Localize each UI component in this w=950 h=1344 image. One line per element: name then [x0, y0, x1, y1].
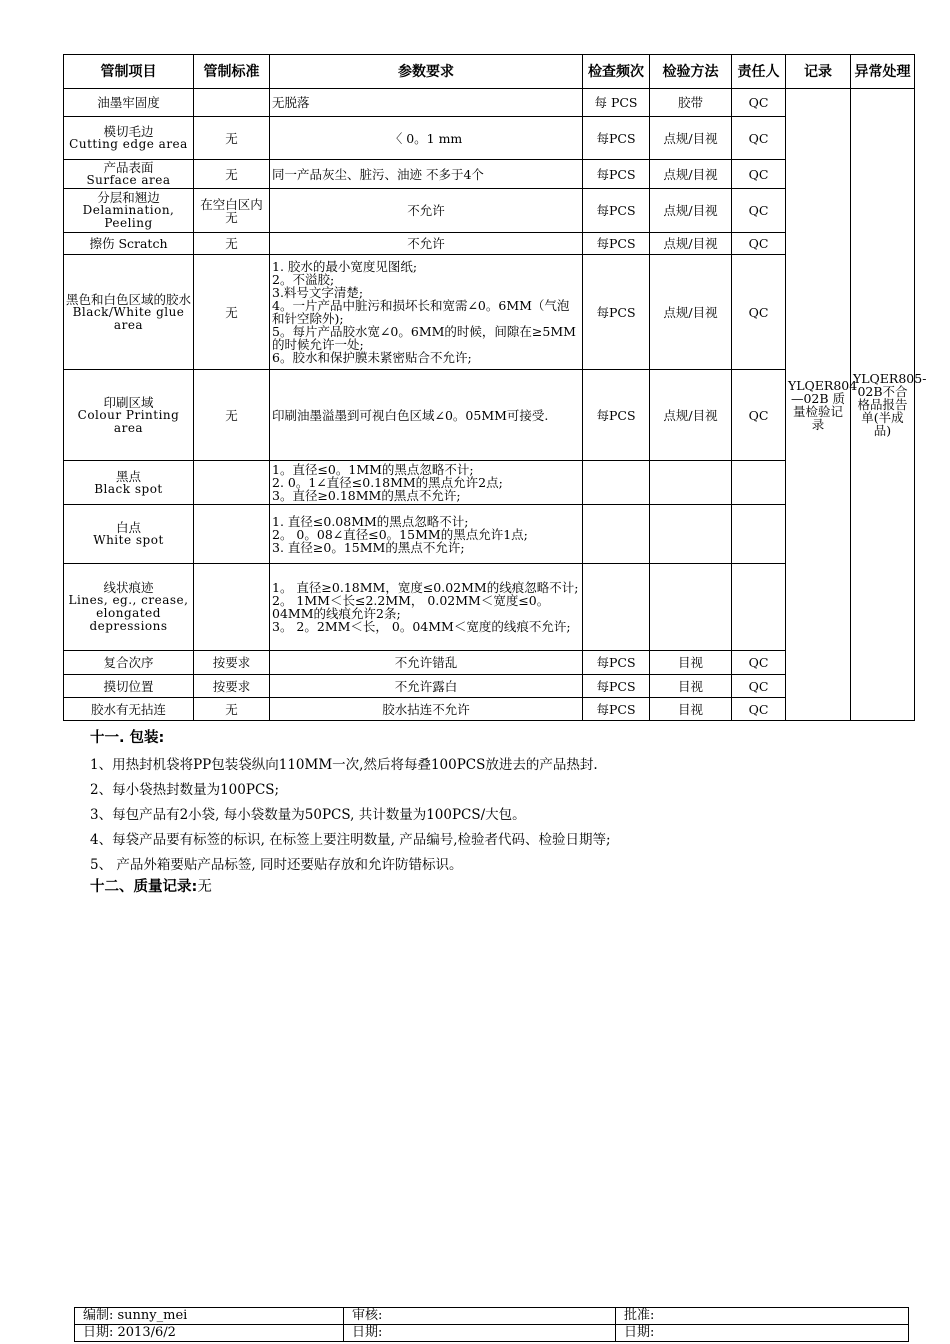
row-item: 复合次序 — [64, 651, 194, 675]
packing-line: 3、每包产品有2小袋, 每小袋数量为50PCS, 共计数量为100PCS/大包。 — [90, 807, 526, 823]
reviewed-date: 日期: — [344, 1325, 616, 1342]
item-cn: 黑色和白色区域的胶水 — [66, 291, 192, 307]
row-item — [64, 461, 194, 505]
row-responsible: QC — [732, 160, 786, 189]
quality-record-section — [90, 876, 212, 898]
item-en: Delamination, Peeling — [82, 203, 175, 230]
row-requirement: 〈 0。1 mm — [270, 117, 583, 160]
row-frequency: 每PCS — [583, 255, 650, 370]
item-cn: 线状痕迹 — [103, 580, 154, 595]
item-en: Cutting edge area — [69, 137, 188, 151]
row-method — [650, 564, 732, 651]
row-method: 点规/目视 — [650, 189, 732, 233]
row-method: 目视 — [650, 651, 732, 675]
row-responsible: QC — [732, 255, 786, 370]
header-abnormal: 异常处理 — [851, 55, 915, 89]
row-item — [64, 505, 194, 564]
item-en: Black/White glue area — [72, 304, 185, 332]
row-responsible: QC — [732, 117, 786, 160]
row-frequency: 每PCS — [583, 189, 650, 233]
row-item: 擦伤 Scratch — [64, 233, 194, 255]
row-item — [64, 160, 194, 189]
packing-line: 1、用热封机袋将PP包装袋纵向110MM一次,然后将每叠100PCS放进去的产品热封. — [90, 757, 598, 773]
row-frequency — [583, 461, 650, 505]
row-item — [64, 189, 194, 233]
row-item: 摸切位置 — [64, 675, 194, 698]
packing-section — [90, 728, 611, 878]
row-frequency: 每PCS — [583, 675, 650, 698]
row-responsible: QC — [732, 370, 786, 461]
header-standard: 管制标准 — [194, 55, 270, 89]
table-row — [64, 89, 915, 117]
item-en: White spot — [93, 533, 164, 547]
row-item: 胶水有无拈连 — [64, 698, 194, 721]
row-requirement: 1。 直径≥0.18MM，宽度≤0.02MM的线痕忽略不计; 2。 1MM＜长≤2.2MM， 0.02MM＜宽度≤0。04MM的线痕允许2条; 3。 2。2MM＜长， 0。04MM＜宽度的线痕不允许; — [270, 564, 583, 651]
item-cn: 印刷区域 — [103, 394, 154, 410]
row-item — [64, 117, 194, 160]
item-cn: 黑点 — [115, 468, 141, 484]
item-cn: 产品表面 — [103, 160, 154, 175]
item-en: Black spot — [94, 481, 163, 496]
approval-footer — [74, 1307, 909, 1342]
reviewed-by: 审核: — [344, 1308, 616, 1325]
row-responsible: QC — [732, 189, 786, 233]
row-item — [64, 370, 194, 461]
row-frequency — [583, 505, 650, 564]
row-requirement: 不允许 — [270, 233, 583, 255]
row-item: 油墨牢固度 — [64, 89, 194, 117]
row-requirement: 不允许 — [270, 189, 583, 233]
row-standard: 按要求 — [194, 675, 270, 698]
item-en: Colour Printing area — [77, 407, 180, 435]
row-method: 点规/目视 — [650, 370, 732, 461]
item-cn: 模切毛边 — [103, 124, 154, 139]
row-standard: 无 — [194, 255, 270, 370]
quality-record-label: 十二、质量记录: — [90, 879, 198, 895]
row-standard: 无 — [194, 160, 270, 189]
record-cell: YLQER804—02B 质量检验记录 — [786, 89, 851, 721]
row-method: 目视 — [650, 675, 732, 698]
row-requirement: 1. 直径≤0.08MM的黑点忽略不计; 2。 0。08∠直径≤0。15MM的黑点允许1点; 3. 直径≥0。15MM的黑点不允许; — [270, 505, 583, 564]
row-standard: 按要求 — [194, 651, 270, 675]
item-en: Lines, eg., crease, elongated depressions — [68, 593, 189, 633]
row-method — [650, 505, 732, 564]
row-frequency: 每PCS — [583, 117, 650, 160]
row-standard: 无 — [194, 233, 270, 255]
packing-line: 5、 产品外箱要贴产品标签, 同时还要贴存放和允许防错标识。 — [90, 857, 463, 873]
row-method — [650, 461, 732, 505]
prepared-by: 编制: sunny_mei — [75, 1308, 344, 1325]
row-responsible — [732, 505, 786, 564]
row-frequency: 每PCS — [583, 233, 650, 255]
row-method: 点规/目视 — [650, 255, 732, 370]
row-responsible — [732, 564, 786, 651]
row-method: 点规/目视 — [650, 233, 732, 255]
header-method: 检验方法 — [650, 55, 732, 89]
row-requirement: 1。直径≤0。1MM的黑点忽略不计; 2. 0。1∠直径≤0.18MM的黑点允许2点; 3。直径≥0.18MM的黑点不允许; — [270, 461, 583, 505]
row-standard — [194, 461, 270, 505]
quality-control-table — [63, 54, 927, 721]
row-standard: 无 — [194, 370, 270, 461]
row-requirement: 印刷油墨溢墨到可视白色区域∠0。05MM可接受. — [270, 370, 583, 461]
approved-date: 日期: — [616, 1325, 909, 1342]
packing-line: 4、每袋产品要有标签的标识, 在标签上要注明数量, 产品编号,检验者代码、检验日期等; — [90, 832, 611, 848]
row-responsible: QC — [732, 698, 786, 721]
abnormal-cell: YLQER805-02B不合格品报告单(半成品) — [851, 89, 915, 721]
row-requirement: 1. 胶水的最小宽度见图纸; 2。不溢胶; 3.料号文字清楚; 4。一片产品中脏污和损坏长和宽需∠0。6MM（气泡和针空除外); 5。每片产品胶水宽∠0。6MM的时候，间隙在≥5MM的时候允许一处; 6。胶水和保护膜未紧密贴合不允许; — [270, 255, 583, 370]
header-frequency: 检查频次 — [583, 55, 650, 89]
prepared-date: 日期: 2013/6/2 — [75, 1325, 344, 1342]
row-standard — [194, 89, 270, 117]
row-frequency: 每PCS — [583, 160, 650, 189]
row-standard: 无 — [194, 117, 270, 160]
header-responsible: 责任人 — [732, 55, 786, 89]
row-responsible: QC — [732, 675, 786, 698]
row-requirement: 不允许露白 — [270, 675, 583, 698]
row-frequency: 每PCS — [583, 651, 650, 675]
row-standard: 无 — [194, 698, 270, 721]
row-requirement: 同一产品灰尘、脏污、油迹 不多于4个 — [270, 160, 583, 189]
row-requirement: 不允许错乱 — [270, 651, 583, 675]
row-responsible: QC — [732, 89, 786, 117]
row-standard: 在空白区内无 — [194, 189, 270, 233]
row-standard — [194, 564, 270, 651]
packing-line: 2、每小袋热封数量为100PCS; — [90, 782, 280, 798]
item-en: Surface area — [86, 173, 171, 187]
packing-title: 十一. 包装: — [90, 730, 165, 746]
header-item: 管制项目 — [64, 55, 194, 89]
row-frequency: 每PCS — [583, 370, 650, 461]
row-requirement: 无脱落 — [270, 89, 583, 117]
row-method: 目视 — [650, 698, 732, 721]
row-method: 点规/目视 — [650, 160, 732, 189]
header-record: 记录 — [786, 55, 851, 89]
row-frequency — [583, 564, 650, 651]
row-frequency: 每 PCS — [583, 89, 650, 117]
approved-by: 批准: — [616, 1308, 909, 1325]
table-header-row — [64, 55, 915, 89]
header-requirement: 参数要求 — [270, 55, 583, 89]
row-standard — [194, 505, 270, 564]
row-frequency: 每PCS — [583, 698, 650, 721]
row-responsible — [732, 461, 786, 505]
row-requirement: 胶水拈连不允许 — [270, 698, 583, 721]
item-cn: 白点 — [115, 520, 141, 535]
item-cn: 分层和翘边 — [97, 190, 160, 205]
row-item — [64, 255, 194, 370]
row-responsible: QC — [732, 651, 786, 675]
row-responsible: QC — [732, 233, 786, 255]
row-method: 胶带 — [650, 89, 732, 117]
quality-record-value: 无 — [197, 879, 212, 895]
row-item — [64, 564, 194, 651]
row-method: 点规/目视 — [650, 117, 732, 160]
